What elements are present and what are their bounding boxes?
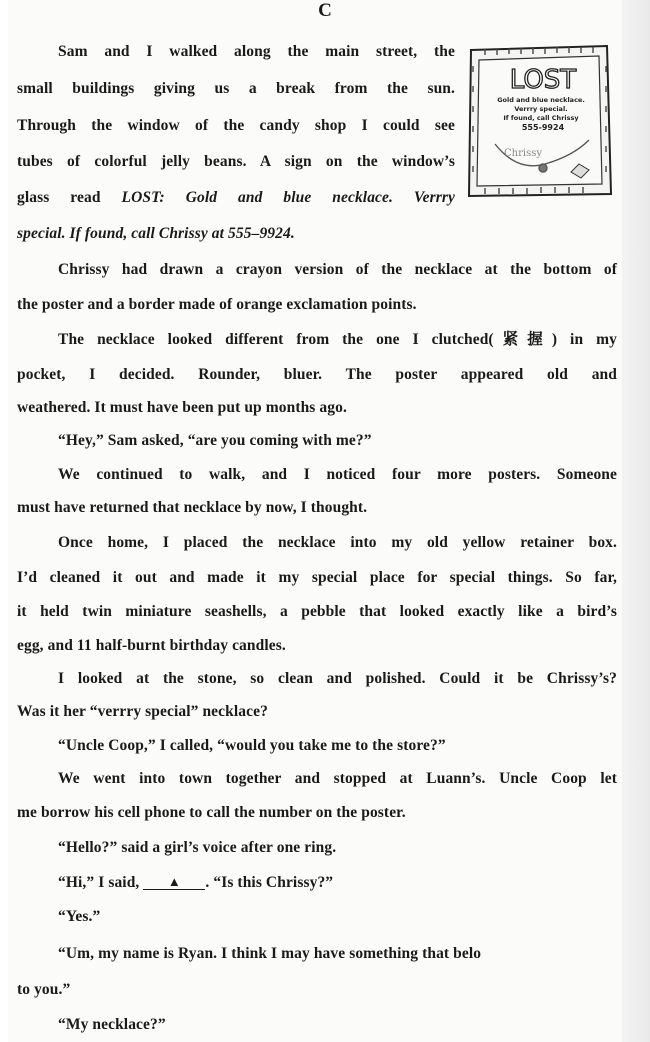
text-line: “Hello?” said a girl’s voice after one ring. — [58, 839, 337, 856]
poster-line-3: If found, call Chrissy — [503, 114, 579, 122]
text-line: “Um, my name is Ryan. I think I may have something that belo — [58, 945, 482, 962]
text-line — [17, 188, 455, 208]
text-line: Through the window of the candy shop I could see — [17, 117, 455, 134]
poster-heading: LOST — [509, 65, 577, 95]
text-line: tubes of colorful jelly beans. A sign on the window’s — [17, 153, 455, 170]
lost-poster-illustration — [465, 44, 613, 198]
text-line: Once home, I placed the necklace into my old yellow retainer box. — [58, 534, 617, 551]
poster-quote: special. If found, call Chrissy at 555–9924. — [17, 225, 295, 242]
poster-line-1: Gold and blue necklace. — [497, 96, 585, 104]
page-edge-shade — [622, 0, 650, 1042]
text-line: the poster and a border made of orange exclamation points. — [17, 296, 417, 313]
text-span: “Hi,” I said, — [58, 874, 144, 891]
text-line: “My necklace?” — [58, 1016, 166, 1033]
text-line: We continued to walk, and I noticed four more posters. Someone — [58, 466, 617, 483]
text-line: We went into town together and stopped at Luann’s. Uncle Coop let — [58, 770, 617, 787]
text-line: to you.” — [17, 981, 71, 998]
text-span: glass read — [17, 189, 122, 206]
text-line: The necklace looked different from the one I clutched(紧握) in my — [58, 331, 617, 348]
text-line: me borrow his cell phone to call the number on the poster. — [17, 804, 406, 821]
text-line: “Uncle Coop,” I called, “would you take me to the store?” — [58, 737, 446, 754]
text-line: pocket, I decided. Rounder, bluer. The poster appeared old and — [17, 366, 617, 383]
section-letter: C — [318, 0, 332, 21]
text-line: I looked at the stone, so clean and polished. Could it be Chrissy’s? — [58, 670, 617, 687]
text-span: . “Is this Chrissy?” — [205, 874, 334, 891]
text-line: must have returned that necklace by now, I thought. — [17, 499, 368, 516]
text-line: it held twin miniature seashells, a pebble that looked exactly like a bird’s — [17, 603, 617, 620]
poster-line-2: Verrry special. — [514, 105, 568, 113]
text-line: egg, and 11 half-burnt birthday candles. — [17, 637, 286, 654]
text-line: I’d cleaned it out and made it my special place for special things. So far, — [17, 569, 617, 586]
fill-in-blank: ▲ — [143, 875, 205, 890]
text-line: small buildings giving us a break from the sun. — [17, 80, 455, 97]
text-line: weathered. It must have been put up months ago. — [17, 399, 347, 416]
text-line: Was it her “verrry special” necklace? — [17, 703, 268, 720]
text-line: “Hey,” Sam asked, “are you coming with me?” — [58, 432, 372, 449]
poster-signature: Chrissy — [504, 148, 542, 159]
poster-quote: LOST: Gold and blue necklace. Verrry — [121, 189, 455, 206]
text-line: “Yes.” — [58, 908, 101, 925]
text-line: Chrissy had drawn a crayon version of the necklace at the bottom of — [58, 261, 617, 278]
poster-line-4: 555-9924 — [521, 123, 565, 132]
text-line — [58, 873, 333, 893]
text-line: Sam and I walked along the main street, the — [58, 43, 455, 60]
